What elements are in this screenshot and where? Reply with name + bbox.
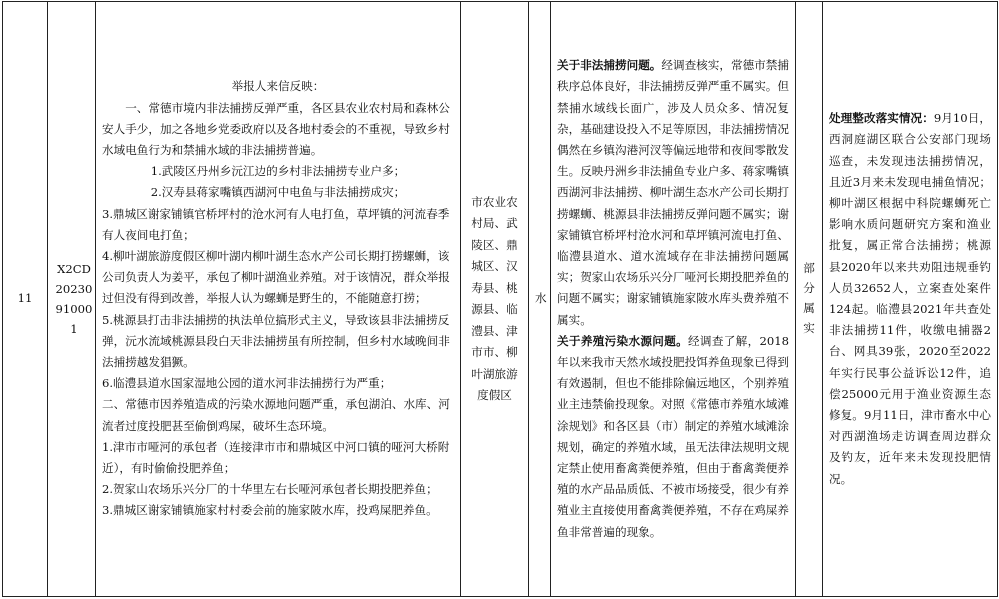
report-line: 2.贺家山农场乐兴分厂的十华里左右长哑河承包者长期投肥养鱼； <box>102 482 438 497</box>
rectification-paragraph <box>829 108 991 490</box>
petition-table <box>2 1 998 597</box>
verification-status: 部分属实 <box>803 261 815 336</box>
finding-text-pollution: 经调查了解，2018年以来我市天然水域投肥投饵养鱼现象已得到有效遏制，但也不能排除偏远地区，个别养殖业主违禁偷投现象。对照《常德市养殖水域滩涂规划》和各区县（市）制定的养殖水域滩涂规划，确定的养殖水域，虽无法律法规明文规定禁止使用畜禽粪便养殖，但由于畜禽粪便养殖的水产品品质低、不被市场接受，很少有养殖业主直接使用畜禽粪便养殖，不存在鸡屎养鱼非常普遍的现象。 <box>557 333 789 539</box>
rectification-cell <box>823 2 998 597</box>
finding-paragraph-fishing <box>557 55 789 331</box>
row-index-cell <box>3 2 48 597</box>
responsible-units: 市农业农村局、武陵区、鼎城区、汉寿县、桃源县、临澧县、津市市、柳叶湖旅游度假区 <box>471 194 518 402</box>
rectification-text: 9月10日，西洞庭湖区联合公安部门现场巡查，未发现违法捕捞情况，且近3月来未发现电捕鱼情况；柳叶湖区根据中科院螺蛳死亡影响水质问题研究方案和渔业批复，属正常合法捕捞；桃源县2020年以来共劝阻违规垂钓人员32652人，立案查处案件124起。临澧县2021年共查处非法捕捞11件，收缴电捕器2台、网具39张，2020至2022年实行民事公益诉讼12件，追偿25000元用于渔业资源生态修复。9月11日，津市畜水中心对西湖渔场走访调查周边群众及钓友，近年来未发现投肥情况。 <box>829 111 991 486</box>
category: 水 <box>535 291 547 306</box>
report-line: 3.鼎城区谢家铺镇施家村村委会前的施家陂水库，投鸡屎肥养鱼。 <box>102 503 438 518</box>
row-index: 11 <box>17 291 33 306</box>
case-code-cell <box>48 2 96 597</box>
report-line: 2.汉寿县蒋家嘴镇西湖河中电鱼与非法捕捞成灾； <box>150 185 406 200</box>
report-line: 3.鼎城区谢家铺镇官桥坪村的沧水河有人电打鱼，草坪镇的河流春季有人夜间电打鱼； <box>102 206 450 242</box>
finding-title-pollution: 关于养殖污染水源问题。 <box>557 333 689 348</box>
case-code: X2CD20230910001 <box>55 262 93 336</box>
report-line: 1.武陵区丹州乡沅江边的乡村非法捕捞专业户多； <box>150 164 406 179</box>
table-row <box>3 2 998 597</box>
report-line: 一、常德市境内非法捕捞反弹严重，各区县农业农村局和森林公安人手少，加之各地乡党委政府以及各地村委会的不重视，导致乡村水域电鱼行为和禁捕水域的非法捕捞普遍。 <box>102 100 450 157</box>
verification-status-cell <box>796 2 823 597</box>
report-line: 1.津市市哑河的承包者（连接津市市和鼎城区中河口镇的哑河大桥附近），有时偷偷投肥养鱼； <box>102 439 450 476</box>
rectification-title: 处理整改落实情况： <box>829 111 934 126</box>
report-line: 二、常德市因养殖造成的污染水源地问题严重，承包湖泊、水库、河流者过度投肥甚至偷倒鸡屎，破坏生态环境。 <box>102 397 450 433</box>
report-content-cell <box>96 2 461 597</box>
finding-paragraph-pollution <box>557 331 789 543</box>
responsible-units-cell <box>461 2 529 597</box>
report-line: 4.柳叶湖旅游度假区柳叶湖内柳叶湖生态水产公司长期打捞螺蛳，该公司负责人为姜平，承包了柳叶湖渔业养殖。对于该情况，群众举报过但没有得到改善，举报人认为螺蛳是野生的，不能随意打捞； <box>102 248 450 306</box>
report-line: 5.桃源县打击非法捕捞的执法单位搞形式主义，导致该县非法捕捞反弹，沅水流域桃源县段白天非法捕捞虽有所控制，但乡村水域晚间非法捕捞越发猖獗。 <box>102 312 450 369</box>
finding-text-fishing: 经调查核实，常德市禁捕秩序总体良好，非法捕捞反弹严重不属实。但禁捕水域线长面广，涉及人员众多、情况复杂，基础建设投入不足等原因，非法捕捞情况偶然在乡镇沟港河汊等偏远地带和夜间零散发生。反映丹洲乡非法捕鱼专业户多、蒋家嘴镇西湖河非法捕捞、柳叶湖生态水产公司长期打捞螺蛳、桃源县非法捕捞反弹问题不属实；谢家铺镇官桥坪村沧水河和草坪镇河流电打鱼、临澧县道水、道水流域存在非法捕捞问题属实；贺家山农场乐兴分厂哑河长期投肥养鱼的问题不属实；谢家铺镇施家陂水库头费养殖不属实。 <box>557 58 789 327</box>
category-cell <box>529 2 551 597</box>
report-intro: 举报人来信反映： <box>231 79 325 94</box>
report-line: 6.临澧县道水国家湿地公园的道水河非法捕捞行为严重； <box>102 376 392 391</box>
investigation-findings-cell <box>551 2 796 597</box>
finding-title-fishing: 关于非法捕捞问题。 <box>557 58 662 73</box>
